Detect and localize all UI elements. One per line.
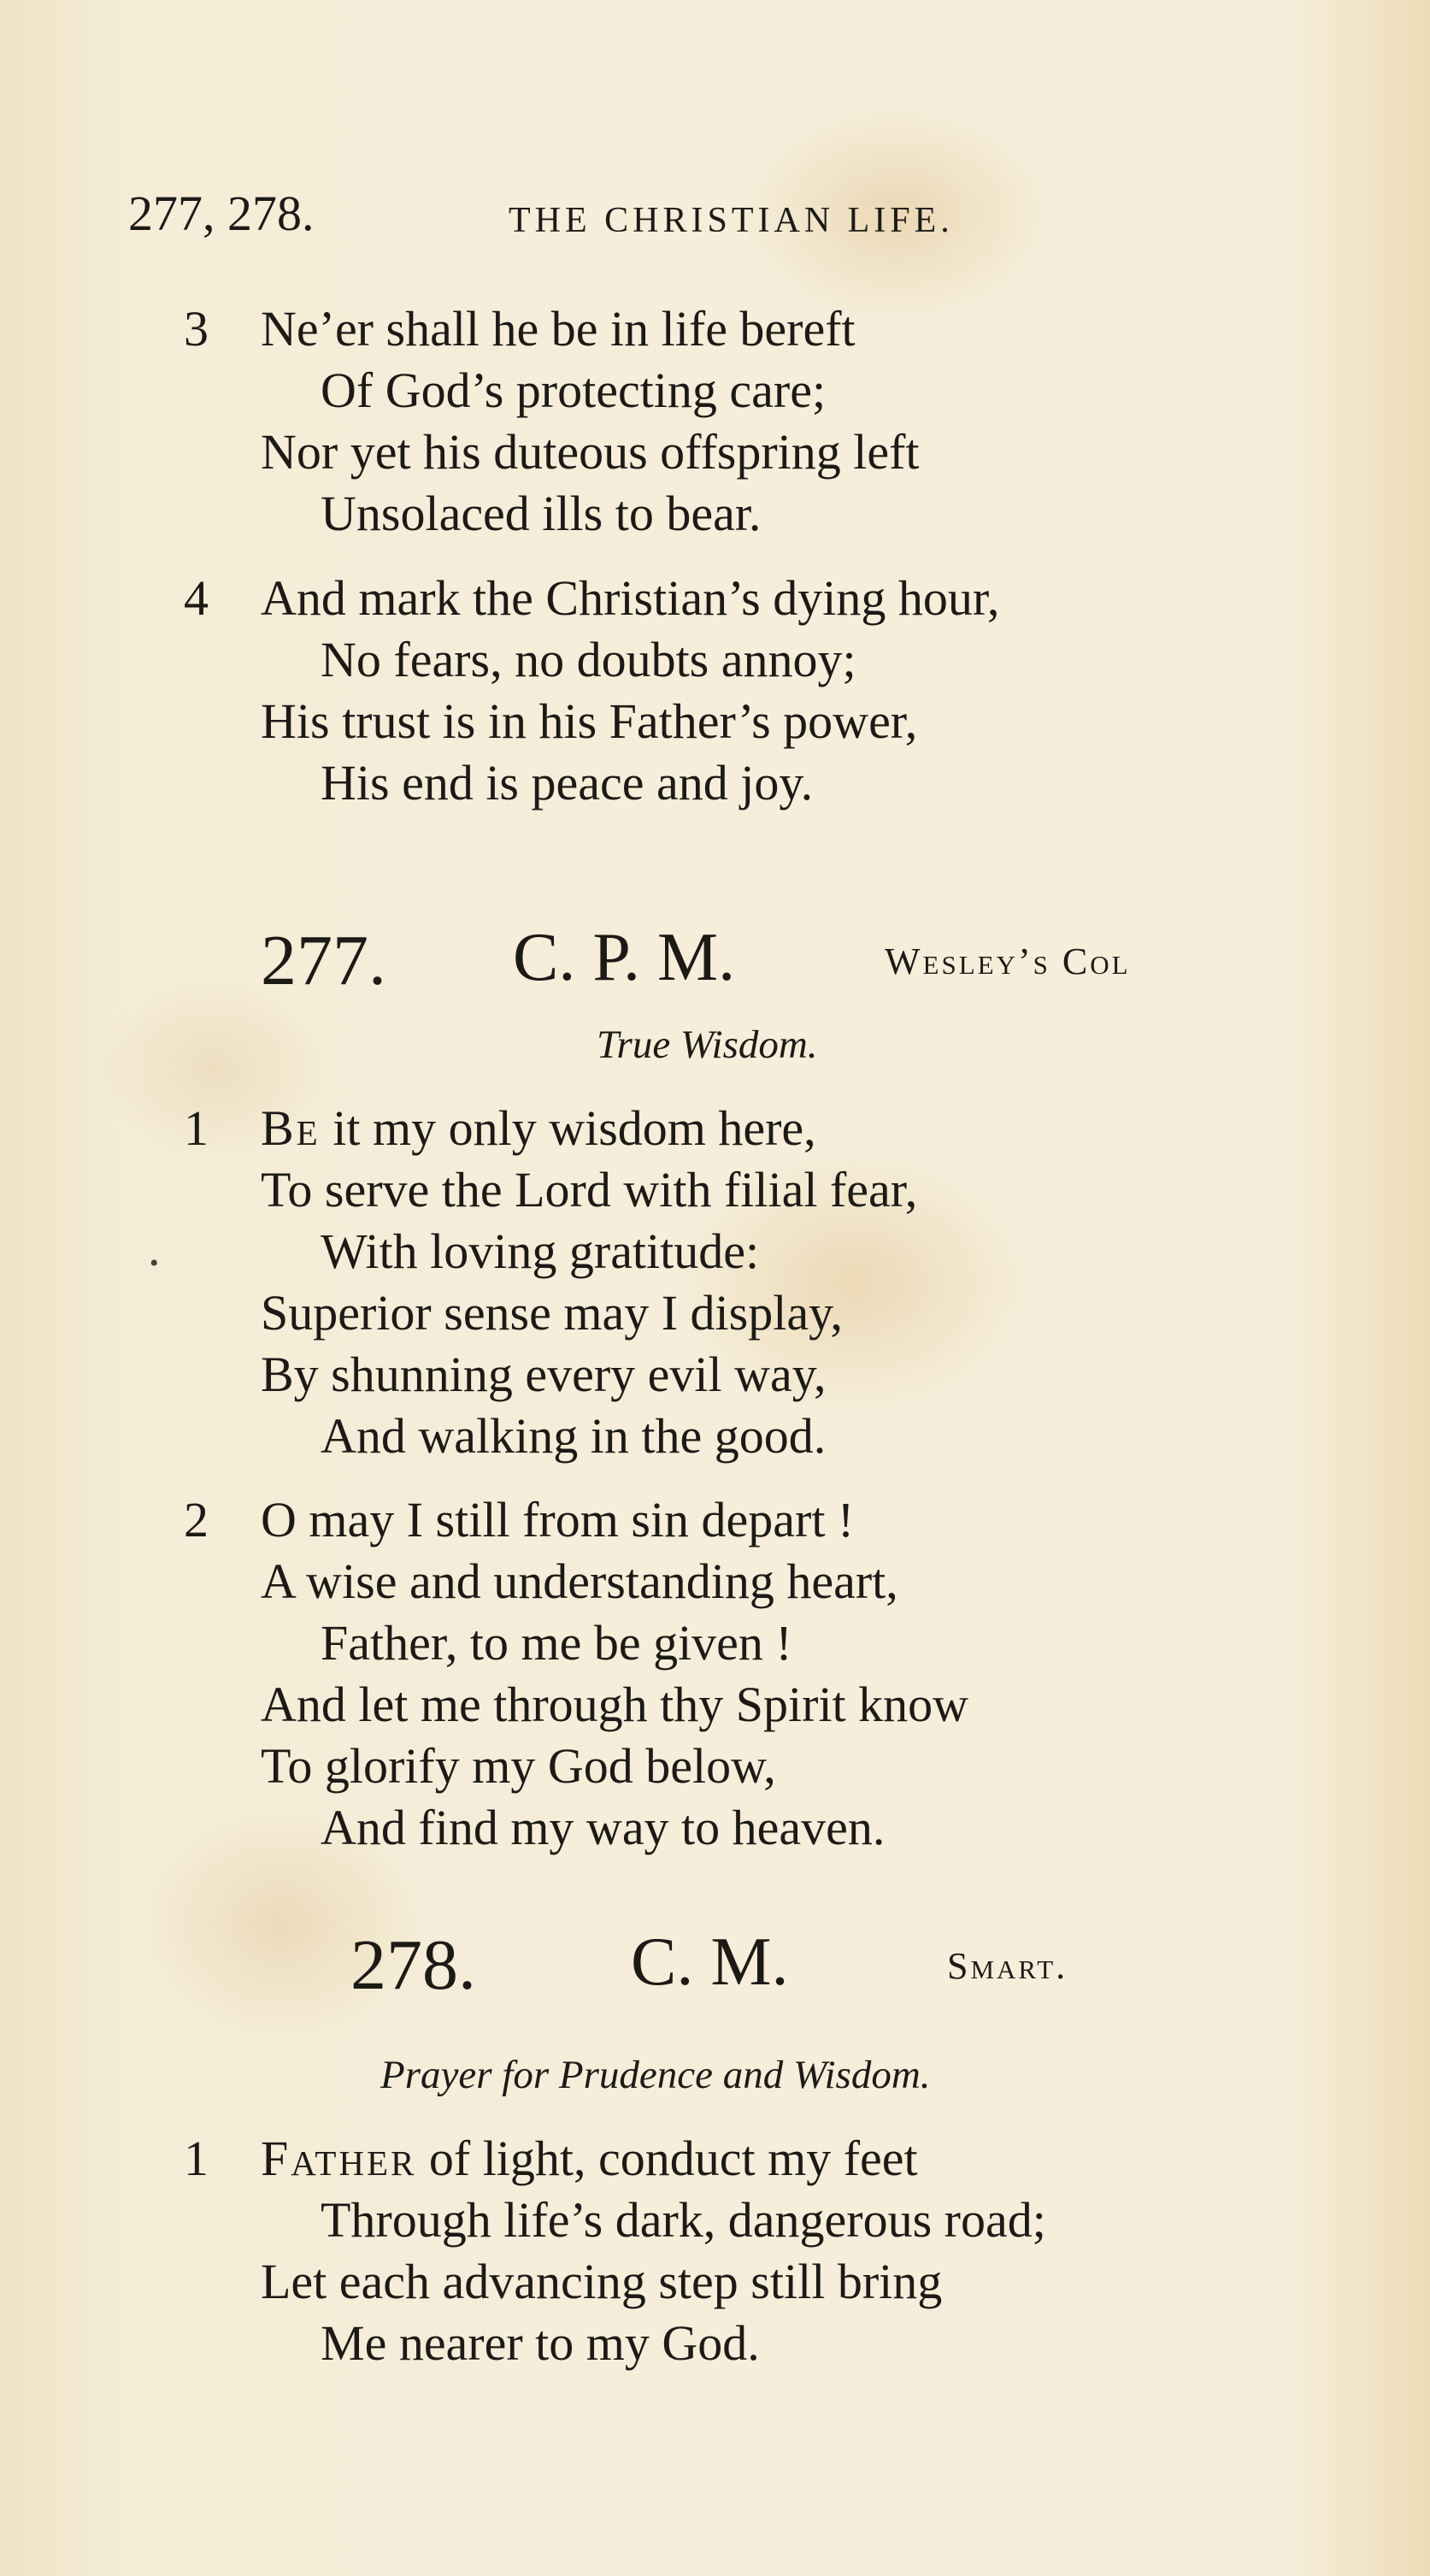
verse-line: And find my way to heaven.: [321, 1800, 886, 1855]
verse-line: Of God’s protecting care;: [321, 363, 827, 418]
verse-first-line: [261, 1099, 816, 1158]
hymn-meter: C. P. M.: [513, 920, 736, 995]
hymn-meter: C. M.: [631, 1925, 789, 2000]
hymn-subtitle: Prayer for Prudence and Wisdom.: [380, 2053, 931, 2097]
verse-line: Father, to me be given !: [321, 1615, 792, 1671]
verse-line: Superior sense may I display,: [261, 1285, 843, 1341]
verse-number: 1: [184, 2131, 209, 2186]
verse-line: His trust is in his Father’s power,: [261, 693, 918, 749]
verse-line: Through life’s dark, dangerous road;: [321, 2192, 1046, 2248]
verse-number: 1: [184, 1100, 209, 1156]
first-word-caps: Be: [261, 1100, 321, 1156]
running-title: THE CHRISTIAN LIFE.: [509, 201, 954, 240]
verse-line: Unsolaced ills to bear.: [321, 486, 762, 541]
verse-number: 3: [184, 301, 209, 357]
hymn-number: 278.: [350, 1925, 476, 2005]
verse-first-line: [261, 2129, 918, 2189]
verse-line: Me nearer to my God.: [321, 2315, 760, 2371]
first-line-rest: of light, conduct my feet: [416, 2131, 918, 2186]
page-header: [128, 184, 1239, 244]
hymn-subtitle: True Wisdom.: [597, 1023, 818, 1067]
verse-line: A wise and understanding heart,: [261, 1553, 898, 1609]
verse-number: 2: [184, 1492, 209, 1547]
hymn-number: 277.: [261, 921, 386, 1000]
verse-line: Nor yet his duteous offspring left: [261, 424, 920, 480]
verse-line: His end is peace and joy.: [321, 755, 814, 811]
verse-line: And let me through thy Spirit know: [261, 1677, 969, 1732]
verse-line: By shunning every evil way,: [261, 1347, 827, 1402]
verse-line: With loving gratitude:: [321, 1223, 760, 1279]
verse-line: And mark the Christian’s dying hour,: [261, 570, 1000, 626]
first-word-caps: Father: [261, 2131, 417, 2186]
verse-line: No fears, no doubts annoy;: [321, 632, 856, 687]
verse-line: Let each advancing step still bring: [261, 2254, 943, 2309]
verse-line: O may I still from sin depart !: [261, 1492, 855, 1547]
verse-number: 4: [184, 570, 209, 626]
verse-line: To glorify my God below,: [261, 1738, 776, 1794]
first-line-rest: it my only wisdom here,: [320, 1100, 816, 1156]
margin-mark: •: [150, 1249, 159, 1277]
verse-line: And walking in the good.: [321, 1408, 827, 1464]
hymn-source: Wesley’s Col: [885, 940, 1131, 982]
verse-line: Ne’er shall he be in life bereft: [261, 301, 856, 357]
page-numbers: 277, 278.: [128, 186, 315, 241]
verse-line: To serve the Lord with filial fear,: [261, 1162, 918, 1217]
hymn-source: Smart.: [947, 1945, 1068, 1987]
